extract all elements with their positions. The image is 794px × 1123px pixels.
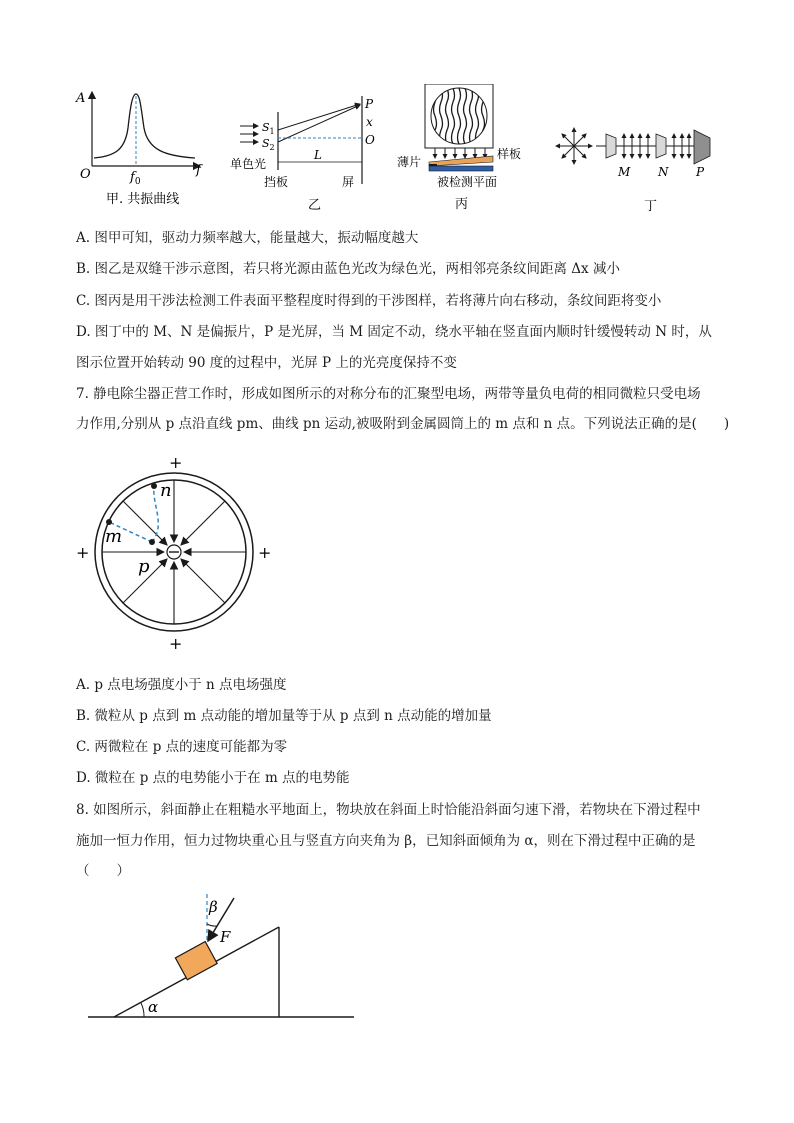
yi-baffle-label: 挡板 [264,175,289,189]
ding-polarizer-M [606,134,616,158]
q6-option-d: D. 图丁中的 M、N 是偏振片，P 是光屏，当 M 固定不动，绕水平轴在竖直面内顺时针缓慢转动 N 时，从 [76,324,712,340]
bing-thin-sheet [429,164,437,166]
jia-axis-x-label: f [196,163,201,178]
q8-alpha-label: α [148,998,159,1016]
figure-ding-polarizers [548,118,718,218]
bing-test-surface [429,166,493,171]
ding-caption: 丁 [644,199,658,214]
jia-caption: 甲. 共振曲线 [106,192,180,207]
q6-option-c: C. 图丙是用干涉法检测工件表面平整程度时得到的干涉图样，若将薄片向右移动，条纹间距将变小 [76,293,662,309]
q7-plus-left: + [76,543,90,562]
figure-q7-electric-field [72,452,282,657]
q7-plus-top: + [169,453,183,472]
q7-plus-bottom: + [169,634,183,653]
q8-alpha-arc [141,1003,144,1017]
figure-jia-resonance-curve [70,88,220,213]
q8-block [175,942,217,980]
yi-P-label: P [365,97,374,111]
ding-unpolarized-light [556,128,592,164]
q8-beta-label: β [209,898,218,916]
yi-screen-label: 屏 [342,175,355,189]
figure-bing-thin-film [393,84,533,214]
bing-surface-label: 被检测平面 [437,175,498,189]
yi-L-label: L [314,148,322,162]
bing-light-arrows [435,148,485,158]
ding-polarizer-N [656,134,666,158]
yi-ray-s2 [278,105,360,142]
q7-point-m [106,519,112,525]
q7-point-n [151,483,157,489]
bing-thin-label: 薄片 [397,155,422,169]
q7-plus-right: + [258,543,272,562]
q7-label-m: m [105,526,123,547]
bing-plate-label: 样板 [497,147,522,161]
ding-N-label: N [658,165,669,179]
q8-stem-line1: 8. 如图所示，斜面静止在粗糙水平地面上，物块放在斜面上时恰能沿斜面匀速下滑，若物块在下滑过程中 [76,802,701,818]
jia-resonance-curve [94,94,195,158]
q6-option-b: B. 图乙是双缝干涉示意图，若只将光源由蓝色光改为绿色光，两相邻亮条纹间距离 Δx 减小 [76,261,620,277]
bing-caption: 丙 [455,197,469,212]
yi-ray-s1 [278,104,360,130]
ding-screen-P [694,130,710,164]
figure-yi-double-slit [228,92,388,217]
q7-option-b: B. 微粒从 p 点到 m 点动能的增加量等于从 p 点到 n 点动能的增加量 [76,708,492,724]
q7-option-c: C. 两微粒在 p 点的速度可能都为零 [76,739,288,755]
yi-O-label: O [365,133,375,147]
jia-axis-y-label: A [76,91,86,106]
ding-P-label: P [696,165,705,179]
bing-sample-plate [429,156,493,166]
yi-caption: 乙 [308,198,322,213]
figure-q8-incline [86,890,358,1025]
jia-f0-label: $f_0$ [130,170,141,187]
q6-option-a: A. 图甲可知，驱动力频率越大，能量越大，振动幅度越大 [76,230,419,246]
q8-stem-line2: 施加一恒力作用，恒力过物块重心且与竖直方向夹角为 β，已知斜面倾角为 α，则在下滑过程中正确的是 [76,833,696,849]
q7-stem-line2: 力作用,分别从 p 点沿直线 pm、曲线 pn 运动,被吸附到金属圆筒上的 m 点和 n 点。下列说法正确的是( ) [76,416,730,432]
q7-point-p [149,539,155,545]
yi-s2-label: $S_2$ [262,137,275,152]
yi-x-label: x [366,115,373,129]
q7-label-p: p [138,556,150,577]
yi-s1-label: $S_1$ [262,121,275,136]
yi-light-label: 单色光 [230,157,267,171]
q6-option-d-cont: 图示位置开始转动 90 度的过程中，光屏 P 上的光亮度保持不变 [76,355,457,371]
q7-label-n: n [160,480,172,501]
ding-M-label: M [618,165,631,179]
q7-option-d: D. 微粒在 p 点的电势能小于在 m 点的电势能 [76,770,350,786]
q8-F-label: F [220,928,231,946]
q7-stem-line1: 7. 静电除尘器正营工作时，形成如图所示的对称分布的汇聚型电场，两带等量负电荷的相同微粒只受电场 [76,386,701,402]
q7-option-a: A. p 点电场强度小于 n 点电场强度 [76,677,287,693]
q8-stem-line3: （ ） [76,863,130,879]
jia-origin-label: O [80,167,91,182]
q8-beta-arc [207,924,217,926]
